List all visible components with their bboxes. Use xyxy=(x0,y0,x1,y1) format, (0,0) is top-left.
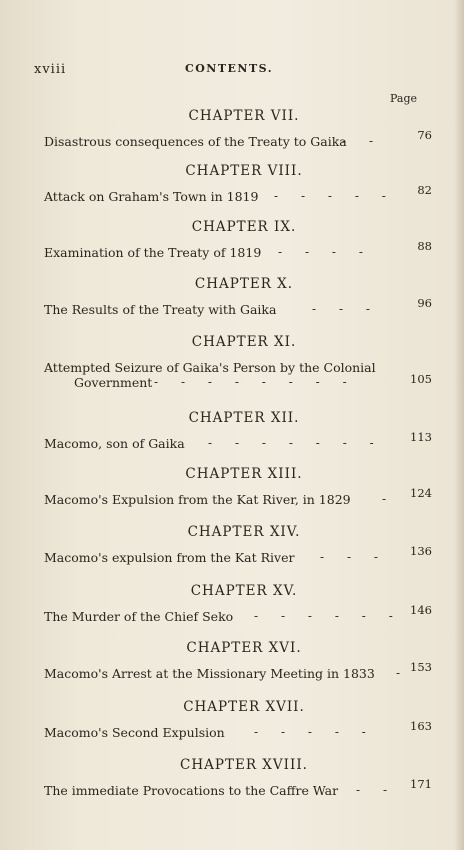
page-header xyxy=(34,62,424,82)
leader-dashes: - - - - - - - xyxy=(208,436,374,450)
toc-entry[interactable] xyxy=(44,719,432,740)
entry-page: 153 xyxy=(410,660,432,674)
chapter-block xyxy=(44,410,432,451)
chapter-block xyxy=(44,163,432,204)
chapter-title: CHAPTER VII. xyxy=(188,108,300,124)
entry-text: Examination of the Treaty of 1819 xyxy=(44,245,262,260)
chapter-block xyxy=(44,699,432,740)
leader-dashes: - - - - - xyxy=(274,189,386,203)
leader-dashes: - - - - xyxy=(278,245,363,259)
entry-text: The Results of the Treaty with Gaika xyxy=(44,302,277,317)
leader-dashes: - - - xyxy=(312,302,370,316)
entry-text: Disastrous consequences of the Treaty to Gaika xyxy=(44,134,347,149)
chapter-block xyxy=(44,276,432,317)
entry-text: Attempted Seizure of Gaika's Person by the Colonial xyxy=(44,360,376,375)
entry-page: 163 xyxy=(410,719,432,733)
chapter-title: CHAPTER XV. xyxy=(190,583,298,599)
entry-text: Macomo, son of Gaika xyxy=(44,436,185,451)
entry-text: Macomo's Second Expulsion xyxy=(44,725,225,740)
chapter-block xyxy=(44,108,432,149)
leader-dashes: - - xyxy=(356,783,387,797)
toc-entry[interactable] xyxy=(44,603,432,624)
entry-text: Macomo's Arrest at the Missionary Meeting in 1833 xyxy=(44,666,375,681)
leader-dashes: - - xyxy=(342,134,373,148)
chapter-block xyxy=(44,466,432,507)
leader-dashes: - xyxy=(396,666,401,680)
chapter-title: CHAPTER XVIII. xyxy=(180,757,308,773)
chapter-block xyxy=(44,219,432,260)
chapter-title: CHAPTER XII. xyxy=(188,410,300,426)
entry-page: 82 xyxy=(417,183,432,197)
entry-text: Macomo's Expulsion from the Kat River, in 1829 xyxy=(44,492,351,507)
chapter-title: CHAPTER XIV. xyxy=(187,524,301,540)
chapter-block xyxy=(44,334,432,390)
entry-text: The Murder of the Chief Seko xyxy=(44,609,234,624)
entry-page: 113 xyxy=(410,430,432,444)
entry-page: 88 xyxy=(417,239,432,253)
leader-dashes: - - - - - xyxy=(254,725,366,739)
entry-page: 96 xyxy=(417,296,432,310)
chapter-title: CHAPTER XIII. xyxy=(185,466,303,482)
entry-text: The immediate Provocations to the Caffre War xyxy=(44,783,339,798)
chapter-title: CHAPTER IX. xyxy=(191,219,297,235)
toc-entry[interactable] xyxy=(44,296,432,317)
chapter-title: CHAPTER XVII. xyxy=(183,699,305,715)
chapter-block xyxy=(44,524,432,565)
chapter-title: CHAPTER XI. xyxy=(191,334,297,350)
entry-page: 171 xyxy=(410,777,432,791)
entry-text-line2: Government xyxy=(74,375,153,390)
toc-entry[interactable] xyxy=(44,128,432,149)
chapter-title: CHAPTER XVI. xyxy=(186,640,302,656)
toc-entry[interactable] xyxy=(44,660,432,681)
entry-page: 76 xyxy=(417,128,432,142)
toc-entry[interactable] xyxy=(44,430,432,451)
chapter-block xyxy=(44,640,432,681)
entry-page: 136 xyxy=(410,544,432,558)
leader-dashes: - - - xyxy=(320,550,378,564)
toc-entry[interactable] xyxy=(44,777,432,798)
chapter-block xyxy=(44,583,432,624)
page-edge-shadow xyxy=(454,0,464,850)
entry-text: Macomo's expulsion from the Kat River xyxy=(44,550,295,565)
toc-entry[interactable] xyxy=(44,544,432,565)
leader-dashes: - xyxy=(382,492,387,506)
entry-page: 146 xyxy=(410,603,432,617)
chapter-title: CHAPTER X. xyxy=(194,276,294,292)
chapter-block xyxy=(44,757,432,798)
page-number: xviii xyxy=(34,62,67,77)
page-column-label: Page xyxy=(390,92,418,105)
entry-page: 124 xyxy=(410,486,432,500)
toc-entry[interactable] xyxy=(44,239,432,260)
leader-dashes: - - - - - - - - xyxy=(154,375,347,389)
entry-text: Attack on Graham's Town in 1819 xyxy=(44,189,259,204)
toc-entry[interactable] xyxy=(44,360,432,390)
entry-text-continued xyxy=(44,375,432,390)
entry-page: 105 xyxy=(410,372,432,386)
running-title: CONTENTS. xyxy=(184,62,274,75)
toc-entry[interactable] xyxy=(44,183,432,204)
chapter-title: CHAPTER VIII. xyxy=(185,163,303,179)
leader-dashes: - - - - - - xyxy=(254,609,393,623)
toc-entry[interactable] xyxy=(44,486,432,507)
